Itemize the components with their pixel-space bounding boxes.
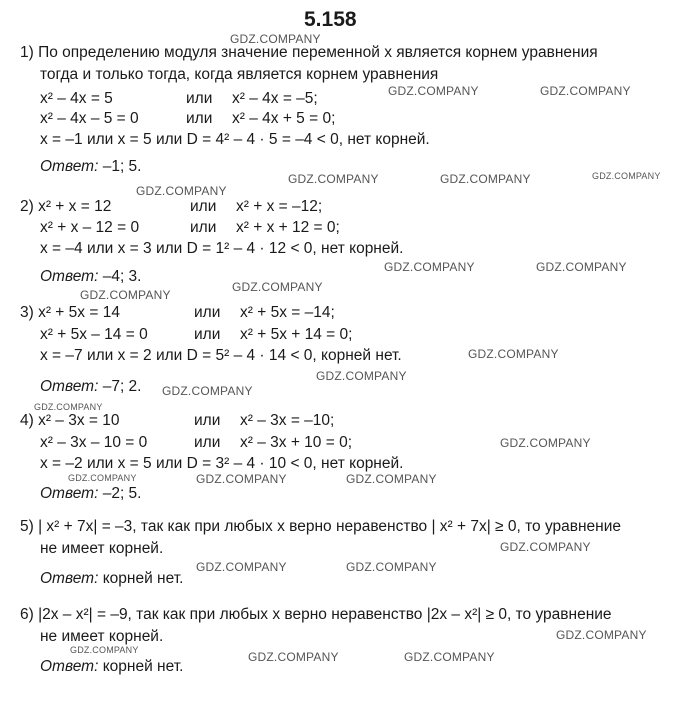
item1-eq1-right: x² – 4x = –5; xyxy=(232,90,318,107)
watermark: GDZ.COMPANY xyxy=(316,369,407,383)
item6-line1: 6) |2x – x²| = –9, так как при любых x верно неравенство |2x – x²| ≥ 0, то уравнение xyxy=(20,606,612,623)
watermark: GDZ.COMPANY xyxy=(230,32,321,46)
answer-value: –1; 5. xyxy=(98,158,142,175)
item2-or2: или xyxy=(190,219,217,236)
item2-solution: x = –4 или x = 3 или D = 1² – 4 · 12 < 0, нет корней. xyxy=(40,240,404,257)
item5-line1: 5) | x² + 7x| = –3, так как при любых x верно неравенство | x² + 7x| ≥ 0, то уравнение xyxy=(20,518,622,535)
watermark: GDZ.COMPANY xyxy=(162,384,253,398)
item1-or1: или xyxy=(186,90,213,107)
answer-value: –2; 5. xyxy=(98,485,142,502)
item1-solution: x = –1 или x = 5 или D = 4² – 4 · 5 = –4 < 0, нет корней. xyxy=(40,131,430,148)
item4-eq1-right: x² – 3x = –10; xyxy=(240,412,335,429)
item4-eq2-right: x² – 3x + 10 = 0; xyxy=(240,434,353,451)
item1-eq1-left: x² – 4x = 5 xyxy=(40,90,113,107)
item4-solution: x = –2 или x = 5 или D = 3² – 4 · 10 < 0, нет корней. xyxy=(40,455,404,472)
watermark: GDZ.COMPANY xyxy=(196,560,287,574)
item3-eq2-right: x² + 5x + 14 = 0; xyxy=(240,326,353,343)
item2-eq2-left: x² + x – 12 = 0 xyxy=(40,219,140,236)
watermark: GDZ.COMPANY xyxy=(540,84,631,98)
watermark: GDZ.COMPANY xyxy=(80,288,171,302)
answer-label: Ответ: xyxy=(40,378,99,395)
watermark: GDZ.COMPANY xyxy=(346,472,437,486)
problem-number: 5.158 xyxy=(304,8,357,31)
answer-label: Ответ: xyxy=(40,485,99,502)
item5-line2: не имеет корней. xyxy=(40,540,164,557)
item4-or2: или xyxy=(194,434,221,451)
item2-eq2-right: x² + x + 12 = 0; xyxy=(236,219,340,236)
item2-eq1-right: x² + x = –12; xyxy=(236,198,323,215)
item3-or2: или xyxy=(194,326,221,343)
watermark: GDZ.COMPANY xyxy=(404,650,495,664)
item4-eq1-left: 4) x² – 3x = 10 xyxy=(20,412,120,429)
item6-answer xyxy=(40,658,183,676)
item3-eq1-right: x² + 5x = –14; xyxy=(240,304,335,321)
item1-line1: 1) По определению модуля значение переменной x является корнем уравнения xyxy=(20,44,598,61)
watermark: GDZ.COMPANY xyxy=(384,260,475,274)
item2-or1: или xyxy=(190,198,217,215)
item3-solution: x = –7 или x = 2 или D = 5² – 4 · 14 < 0, корней нет. xyxy=(40,347,402,364)
item6-line2: не имеет корней. xyxy=(40,628,164,645)
item1-eq2-right: x² – 4x + 5 = 0; xyxy=(232,110,336,127)
watermark: GDZ.COMPANY xyxy=(500,540,591,554)
answer-label: Ответ: xyxy=(40,658,99,675)
item1-answer xyxy=(40,158,141,176)
item2-eq1-left: 2) x² + x = 12 xyxy=(20,198,112,215)
watermark: GDZ.COMPANY xyxy=(500,436,591,450)
item1-line2: тогда и только тогда, когда является корнем уравнения xyxy=(40,66,439,83)
answer-value: корней нет. xyxy=(98,658,184,675)
item2-answer xyxy=(40,268,141,286)
watermark: GDZ.COMPANY xyxy=(468,347,559,361)
watermark: GDZ.COMPANY xyxy=(70,645,139,655)
watermark: GDZ.COMPANY xyxy=(388,84,479,98)
watermark: GDZ.COMPANY xyxy=(440,172,531,186)
item3-eq1-left: 3) x² + 5x = 14 xyxy=(20,304,120,321)
answer-value: корней нет. xyxy=(98,570,184,587)
watermark: GDZ.COMPANY xyxy=(592,171,661,181)
watermark: GDZ.COMPANY xyxy=(346,560,437,574)
item3-answer xyxy=(40,378,141,396)
item3-or1: или xyxy=(194,304,221,321)
answer-label: Ответ: xyxy=(40,570,99,587)
watermark: GDZ.COMPANY xyxy=(68,473,137,483)
answer-value: –4; 3. xyxy=(98,268,142,285)
watermark: GDZ.COMPANY xyxy=(136,184,227,198)
watermark: GDZ.COMPANY xyxy=(196,472,287,486)
answer-label: Ответ: xyxy=(40,158,99,175)
watermark: GDZ.COMPANY xyxy=(232,280,323,294)
watermark: GDZ.COMPANY xyxy=(556,628,647,642)
item4-eq2-left: x² – 3x – 10 = 0 xyxy=(40,434,148,451)
watermark: GDZ.COMPANY xyxy=(34,402,103,412)
item4-or1: или xyxy=(194,412,221,429)
item3-eq2-left: x² + 5x – 14 = 0 xyxy=(40,326,148,343)
watermark: GDZ.COMPANY xyxy=(288,172,379,186)
item4-answer xyxy=(40,485,141,503)
item5-answer xyxy=(40,570,183,588)
answer-label: Ответ: xyxy=(40,268,99,285)
watermark: GDZ.COMPANY xyxy=(536,260,627,274)
watermark: GDZ.COMPANY xyxy=(248,650,339,664)
answer-value: –7; 2. xyxy=(98,378,142,395)
item1-or2: или xyxy=(186,110,213,127)
item1-eq2-left: x² – 4x – 5 = 0 xyxy=(40,110,139,127)
